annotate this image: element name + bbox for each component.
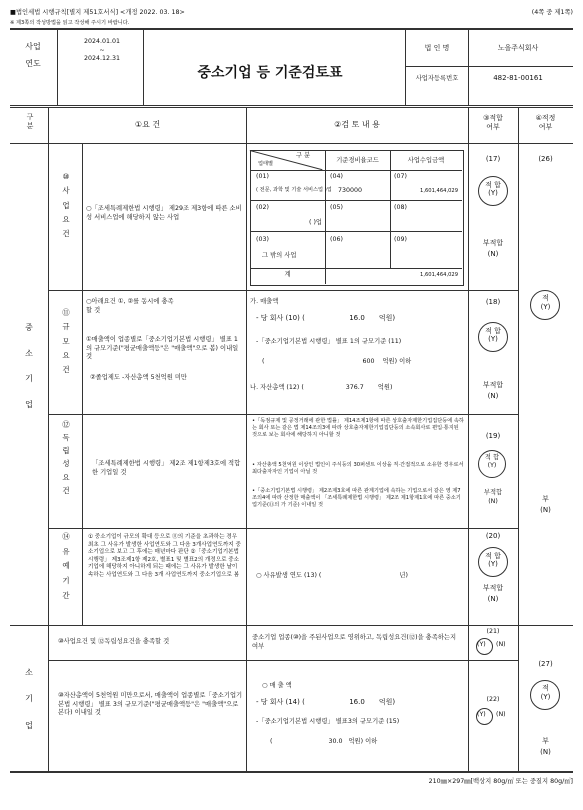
tbl-hdr-gubun: 구 분 — [296, 152, 311, 159]
col-category: 구 분 — [26, 113, 34, 130]
adequacy-27-yes: 적 (Y) — [540, 684, 551, 702]
scale-req-label: ⑪ 규 모 요 건 — [62, 308, 70, 374]
adequacy-27-no: 부 (N) — [540, 737, 551, 756]
row3-c: (09) — [394, 236, 407, 243]
row3-name: 그 밖의 사업 — [262, 252, 297, 259]
total-label: 계 — [284, 271, 291, 278]
business-req-label: ⑩ 사 업 요 건 — [62, 172, 70, 238]
fit-20-no: 부적합 (N) — [482, 584, 504, 603]
business-req-text: ○「조세특례제한법 시행령」 제29조 제3항에 따른 소비성 서비스업에 해당하지 않는 사업 — [86, 205, 242, 221]
col-review: ②검 토 내 용 — [334, 120, 380, 129]
small-req-2: ⑩자산총액이 5천억원 미만으로서, 매출액이 업종별로「중소기업기본법 시행령」 별표 3의 규모기준("평균매출액등"은 "매출액"으로 본다) 이내일 것 — [58, 692, 243, 716]
fit-22-n: (N) — [496, 711, 506, 718]
fit-22-y: (Y) — [477, 711, 486, 718]
col-fit: ③적합 여부 — [483, 114, 503, 132]
fit-21: (21) — [486, 628, 500, 635]
row1-b: (04) — [330, 173, 343, 180]
row2-name: ( )업 — [309, 219, 322, 226]
indep-review-1: •「독점규제 및 공정거래에 관한 법률」 제14조제1항에 따른 상호출자제한기업집단등에 속하는 회사 또는 같은 법 제14조의3에 따라 상호출자제한기업집단등의 소속회사로 편입·통지된 것으로 보는 회사에 해당하지 아니할 것 — [252, 418, 464, 439]
tbl-hdr-code: 기준경비율코드 — [336, 157, 379, 164]
small-review-1: 중소기업 업종(⑩)을 주된사업으로 영위하고, 독립성요건(⑫)을 충족하는지 여부 — [252, 634, 457, 650]
fit-21-n: (N) — [496, 641, 506, 648]
form-reference: ■법인세법 시행규칙[별지 제51호서식] <개정 2022. 03. 18> — [10, 9, 185, 16]
scale-review-a: 가. 매출액 — [250, 298, 279, 305]
row1-c: (07) — [394, 173, 407, 180]
adequacy-yes: 적 (Y) — [540, 294, 551, 312]
grace-req-label: ⑭ 유 예 기 간 — [62, 532, 70, 600]
instruction-note: ※ 제3쪽의 작성방법을 읽고 작성해 주시기 바랍니다. — [10, 20, 130, 26]
fit-20: (20) — [485, 532, 501, 540]
small-review-2b: - 당 회사 (14) ( 16.0 억원) — [256, 698, 396, 706]
row1-name: ( 전문, 과학 및 기술 서비스업 )업 — [256, 187, 332, 193]
corp-name: 노을주식회사 — [497, 44, 539, 52]
fit-17-yes: 적 합 (Y) — [485, 181, 501, 198]
indep-req-label: ⑫ 독 립 성 요 건 — [62, 420, 70, 495]
year-label: 사업 연도 — [25, 42, 41, 68]
adequacy-26: (26) — [538, 155, 553, 163]
page-count: (4쪽 중 제1쪽) — [531, 9, 573, 16]
sme-label: 중 소 기 업 — [25, 323, 33, 409]
adequacy-27: (27) — [538, 660, 553, 668]
col-adequacy: ④적정 여부 — [535, 114, 556, 132]
tbl-hdr-income: 사업수입금액 — [407, 157, 445, 164]
scale-review-b: - 당 회사 (10) ( 16.0 억원) — [256, 314, 396, 322]
fit-17: (17) — [485, 155, 501, 163]
adequacy-no: 부 (N) — [540, 495, 551, 515]
scale-req-1: ○아래요건 ①, ②를 동시에 충족할 것 — [86, 298, 174, 314]
period: 2024.01.01 ~ 2024.12.31 — [83, 38, 121, 62]
scale-req-3: ②졸업제도 -자산총액 5천억원 미만 — [90, 374, 188, 381]
col-requirement: ①요 건 — [134, 120, 161, 129]
tbl-hdr-industry: 업태별 — [258, 161, 274, 167]
fit-18-no: 부적합 (N) — [482, 381, 504, 400]
fit-19-no: 부적합 (N) — [483, 489, 503, 506]
fit-22: (22) — [486, 696, 500, 703]
row2-c: (08) — [394, 204, 407, 211]
small-review-2a: ○ 매 출 액 — [262, 682, 292, 689]
total-amt: 1,601,464,029 — [420, 272, 458, 278]
fit-17-no: 부적합 (N) — [482, 239, 504, 258]
grace-review: ○ 사유발생 연도 (13) ( 년) — [256, 572, 408, 579]
fit-18: (18) — [485, 298, 501, 306]
indep-req-text: 「조세특례제한법 시행령」 제2조 제1항제3호에 적합한 기업일 것 — [92, 460, 241, 476]
row1-code: 730000 — [338, 187, 363, 194]
corp-name-label: 법 인 명 — [424, 44, 450, 52]
footer-paper-spec: 210㎜×297㎜[백상지 80g/㎡ 또는 중질지 80g/㎡] — [428, 778, 573, 785]
biz-no: 482-81-00161 — [493, 74, 543, 82]
small-biz-label: 소 기 업 — [25, 668, 33, 730]
small-review-2c: -「중소기업기본법 시행령」 별표3의 규모기준 (15) — [256, 718, 400, 725]
scale-review-e: 나. 자산총액 (12) ( 376.7 억원) — [250, 384, 393, 391]
row3-a: (03) — [256, 236, 269, 243]
fit-20-yes: 적 합 (Y) — [485, 552, 501, 569]
grace-req-text: ① 중소기업이 규모의 확대 등으로 ⑪의 기준을 초과하는 경우 최초 그 사유가 발생한 사업연도와 그 다음 3개사업연도까지 중소기업으로 보고 그 후에는 매년마다 판단 ②「중소기업기본법 시행령」 제3조제1항 제2호, 별표1 및 별표2의 개정으로 중소기업에 해당하지 아니하게 되는 때에는 그 사유가 발생한 날이 속하는 사업연도와 그 다음 3개 사업연도까지 중소기업으로 봄 — [88, 534, 241, 578]
fit-19: (19) — [485, 432, 501, 440]
scale-req-2: ①매출액이 업종별로「중소기업기본법 시행령」 별표 1의 규모기준("평균매출액등"은 "매출액"으로 봄) 이내일 것 — [86, 336, 239, 360]
row3-b: (06) — [330, 236, 343, 243]
biz-no-label: 사업자등록번호 — [415, 75, 459, 82]
row1-amt: 1,601,464,029 — [420, 188, 458, 194]
row1-a: (01) — [256, 173, 269, 180]
small-review-2d: ( 30.0 억원) 이하 — [270, 738, 378, 745]
scale-review-c: -「중소기업기본법 시행령」 별표 1의 규모기준 (11) — [256, 338, 402, 345]
indep-review-3: •「중소기업기본법 시행령」 제2조제3호에 따른 관계기업에 속하는 기업으로서 같은 영 제7조의4에 따라 산정한 매출액이 「조세특례제한법 시행령」 제2조 제1항제1호에 따른 중소기업기준(⑪의 가 기준) 이내일 것 — [252, 488, 461, 509]
page-title: 중소기업 등 기준검토표 — [197, 65, 343, 81]
fit-19-yes: 적 합 (Y) — [484, 454, 500, 470]
row2-b: (05) — [330, 204, 343, 211]
row2-a: (02) — [256, 204, 269, 211]
small-req-1: ⑩사업요건 및 ⑫독립성요건을 충족할 것 — [58, 638, 170, 645]
fit-18-yes: 적 합 (Y) — [485, 327, 501, 344]
fit-21-y: (Y) — [477, 641, 486, 648]
indep-review-2: • 자산총액 5천억원 이상인 법인이 주식등의 30퍼센트 이상을 직·간접적으로 소유한 경우로서 최다출자자인 기업이 아닐 것 — [252, 462, 464, 476]
scale-review-d: ( 600 억원) 이하 — [262, 358, 412, 365]
